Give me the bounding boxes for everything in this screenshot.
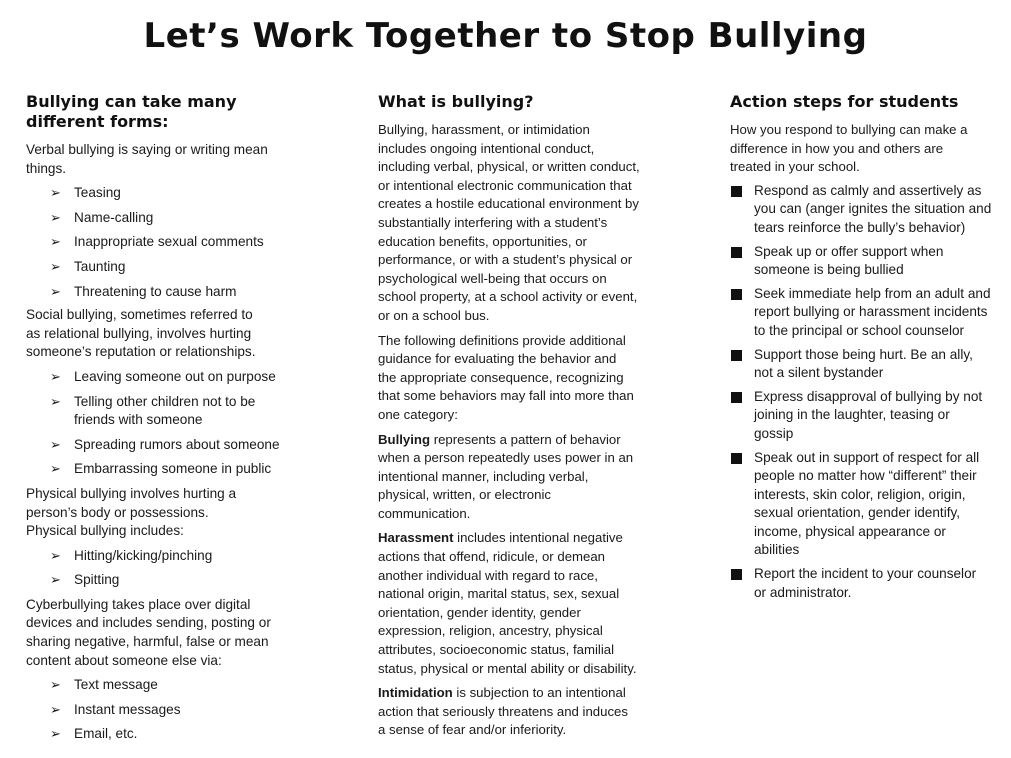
arrow-bullet-icon: ➢ xyxy=(50,572,61,588)
arrow-bullet-icon: ➢ xyxy=(50,234,61,250)
intimidation-definition: Intimidation is subjection to an intentional action that seriously threatens and induces a sense of fear and/or inferiority. xyxy=(378,685,628,738)
list-item: ➢ Threatening to cause harm xyxy=(26,283,346,302)
verbal-list xyxy=(26,184,346,301)
arrow-bullet-icon: ➢ xyxy=(50,547,61,563)
bullying-definition: Bullying represents a pattern of behavior when a person repeatedly uses power in an intentional manner, including verbal, physical, written, or electronic communication. xyxy=(378,431,634,521)
guidance-text: The following definitions provide additional guidance for evaluating the behavior and the appropriate consequence, recognizing that some behaviors may fall into more than one category: xyxy=(378,332,634,422)
social-list xyxy=(26,368,346,479)
list-item: ➢ Instant messages xyxy=(26,701,346,720)
list-item: Speak up or offer support when someone is being bullied xyxy=(730,243,992,280)
arrow-bullet-icon: ➢ xyxy=(50,677,61,693)
list-item: ➢ Text message xyxy=(26,676,346,695)
forms-heading: Bullying can take many different forms: xyxy=(26,92,237,131)
physical-intro: Physical bullying involves hurting a person’s body or possessions. Physical bullying includes: xyxy=(26,485,237,539)
arrow-bullet-icon: ➢ xyxy=(50,436,61,452)
arrow-bullet-icon: ➢ xyxy=(50,368,61,384)
action-steps-list xyxy=(730,182,992,602)
square-bullet-icon xyxy=(731,350,742,361)
list-item: Report the incident to your counselor or administrator. xyxy=(730,565,992,602)
arrow-bullet-icon: ➢ xyxy=(50,461,61,477)
square-bullet-icon xyxy=(731,569,742,580)
arrow-bullet-icon: ➢ xyxy=(50,209,61,225)
list-item: Support those being hurt. Be an ally, not a silent bystander xyxy=(730,346,992,383)
list-item: ➢ Email, etc. xyxy=(26,725,346,744)
arrow-bullet-icon: ➢ xyxy=(50,726,61,742)
definition-heading: What is bullying? xyxy=(378,92,534,111)
arrow-bullet-icon: ➢ xyxy=(50,258,61,274)
definition-column xyxy=(378,92,678,740)
action-steps-intro: How you respond to bullying can make a difference in how you and others are treated in your school. xyxy=(730,122,968,175)
list-item: ➢ Inappropriate sexual comments xyxy=(26,233,346,252)
cyber-list xyxy=(26,676,346,744)
action-steps-column xyxy=(730,92,1000,602)
list-item: Speak out in support of respect for all people no matter how “different” their interests, skin color, religion, origin, sexual orientation, gender identify, income, physical appearance or abilities xyxy=(730,449,992,561)
list-item: ➢ Name-calling xyxy=(26,209,346,228)
list-item: ➢ Telling other children not to be friends with someone xyxy=(50,393,256,428)
action-steps-heading: Action steps for students xyxy=(730,92,959,111)
arrow-bullet-icon: ➢ xyxy=(50,393,61,409)
bullying-term: Bullying xyxy=(378,431,431,447)
physical-list xyxy=(26,547,346,590)
arrow-bullet-icon: ➢ xyxy=(50,701,61,717)
list-item: ➢ Hitting/kicking/pinching xyxy=(26,547,346,566)
social-intro: Social bullying, sometimes referred to as relational bullying, involves hurting someone’s reputation or relationships. xyxy=(26,307,256,360)
list-item: ➢ Embarrassing someone in public xyxy=(26,460,346,479)
list-item: Respond as calmly and assertively as you can (anger ignites the situation and tears reinforce the bully’s behavior) xyxy=(730,182,992,238)
harassment-definition: Harassment includes intentional negative actions that offend, ridicule, or demean another individual with regard to race, national origin, marital status, sex, sexual orientation, gender identity, gender expression, religion, ancestry, physical attributes, socioeconomic status, familial status, physical or mental ability or disability. xyxy=(378,530,637,676)
list-item: ➢ Leaving someone out on purpose xyxy=(26,368,346,387)
cyber-intro: Cyberbullying takes place over digital devices and includes sending, posting or sharing negative, harmful, false or mean content about someone else via: xyxy=(26,596,271,668)
list-item: ➢ Taunting xyxy=(26,258,346,277)
harassment-term: Harassment xyxy=(378,530,454,546)
definition-text: Bullying, harassment, or intimidation includes ongoing intentional conduct, including verbal, physical, or written conduct, or intentional electronic communication that creates a hostile educational environment by substantially interfering with a student’s education benefits, opportunities, or performance, or with a student’s physical or psychological well-being that occurs on school property, at a school activity or event, or on a school bus. xyxy=(378,122,640,323)
square-bullet-icon xyxy=(731,453,742,464)
verbal-intro: Verbal bullying is saying or writing mean things. xyxy=(26,142,268,176)
arrow-bullet-icon: ➢ xyxy=(50,283,61,299)
square-bullet-icon xyxy=(731,392,742,403)
list-item: ➢ Spitting xyxy=(26,571,346,590)
list-item: Express disapproval of bullying by not joining in the laughter, teasing or gossip xyxy=(730,388,992,444)
intimidation-term: Intimidation xyxy=(378,685,453,701)
list-item: Seek immediate help from an adult and report bullying or harassment incidents to the principal or school counselor xyxy=(730,285,992,341)
arrow-bullet-icon: ➢ xyxy=(50,185,61,201)
list-item: ➢ Teasing xyxy=(26,184,346,203)
list-item: ➢ Spreading rumors about someone xyxy=(26,436,346,455)
square-bullet-icon xyxy=(731,289,742,300)
page-title: Let’s Work Together to Stop Bullying xyxy=(143,16,868,56)
square-bullet-icon xyxy=(731,186,742,197)
forms-column xyxy=(26,92,346,744)
square-bullet-icon xyxy=(731,247,742,258)
